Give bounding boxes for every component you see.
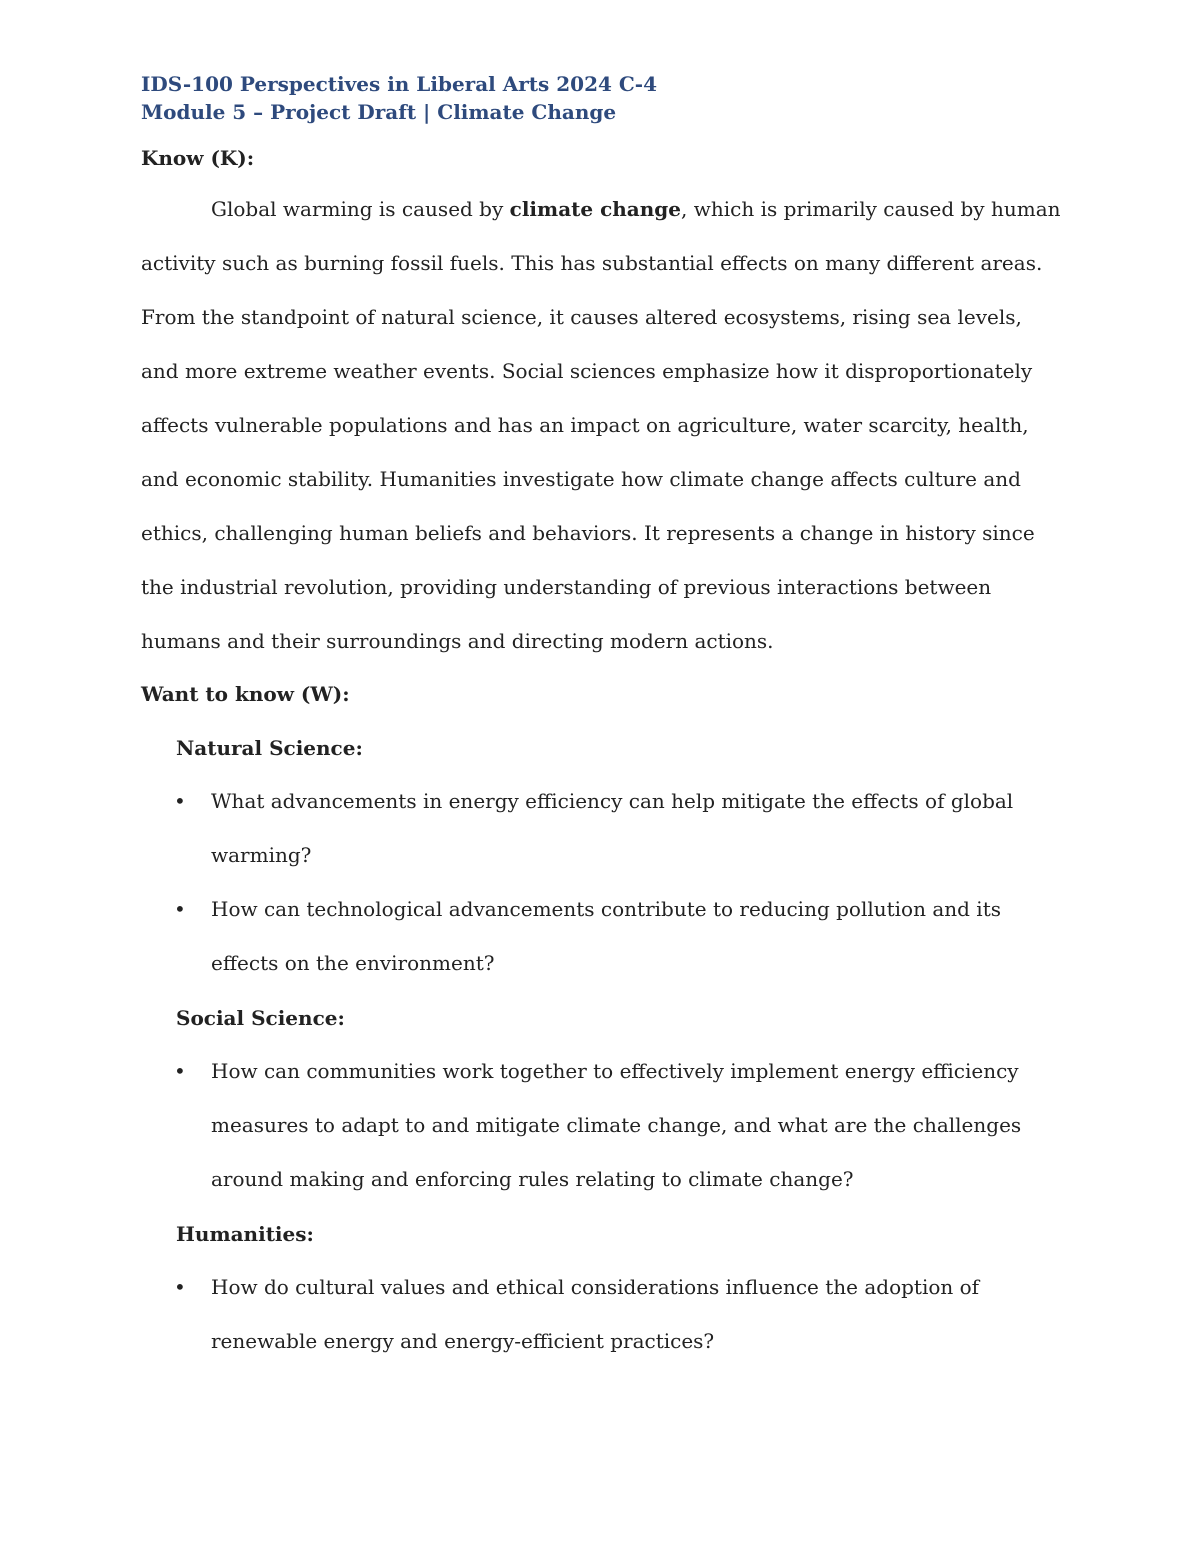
know-paragraph xyxy=(141,182,1061,668)
question-text: What advancements in energy efficiency can help mitigate the effects of global warming? xyxy=(211,789,1014,867)
know-paragraph-start: Global warming is caused by xyxy=(211,197,510,221)
section-title-natural-science: Natural Science: xyxy=(176,736,363,760)
list-item xyxy=(141,882,1061,990)
bullet-icon: • xyxy=(174,1275,186,1299)
bullet-icon: • xyxy=(174,789,186,813)
course-title: IDS-100 Perspectives in Liberal Arts 2024 C-4 xyxy=(141,72,658,96)
question-text: How do cultural values and ethical considerations influence the adoption of renewable energy and energy-efficient practices? xyxy=(211,1275,980,1353)
know-paragraph-bold: climate change xyxy=(509,197,682,221)
section-title-humanities: Humanities: xyxy=(176,1222,314,1246)
want-heading: Want to know (W): xyxy=(141,682,350,706)
document-body xyxy=(141,70,1061,1368)
social-science-questions xyxy=(141,1044,1061,1206)
bullet-icon: • xyxy=(174,897,186,921)
humanities-questions xyxy=(141,1260,1061,1368)
natural-science-questions xyxy=(141,774,1061,990)
list-item xyxy=(141,774,1061,882)
list-item xyxy=(141,1044,1061,1206)
module-title: Module 5 – Project Draft | Climate Change xyxy=(141,100,617,124)
know-heading: Know (K): xyxy=(141,146,255,170)
bullet-icon: • xyxy=(174,1059,186,1083)
section-title-social-science: Social Science: xyxy=(176,1006,345,1030)
question-text: How can communities work together to effectively implement energy efficiency measures to adapt to and mitigate climate change, and what are the challenges around making and enforcing rules relating to climate change? xyxy=(211,1059,1022,1191)
question-text: How can technological advancements contribute to reducing pollution and its effects on the environment? xyxy=(211,897,1001,975)
know-paragraph-rest: , which is primarily caused by human activity such as burning fossil fuels. This has substantial effects on many different areas. From the standpoint of natural science, it causes altered ecosystems, rising sea levels, and more extreme weather events. Social sciences emphasize how it disproportionately affects vulnerable populations and has an impact on agriculture, water scarcity, health, and economic stability. Humanities investigate how climate change affects culture and ethics, challenging human beliefs and behaviors. It represents a change in history since the industrial revolution, providing understanding of previous interactions between humans and their surroundings and directing modern actions. xyxy=(141,197,1061,653)
list-item xyxy=(141,1260,1061,1368)
